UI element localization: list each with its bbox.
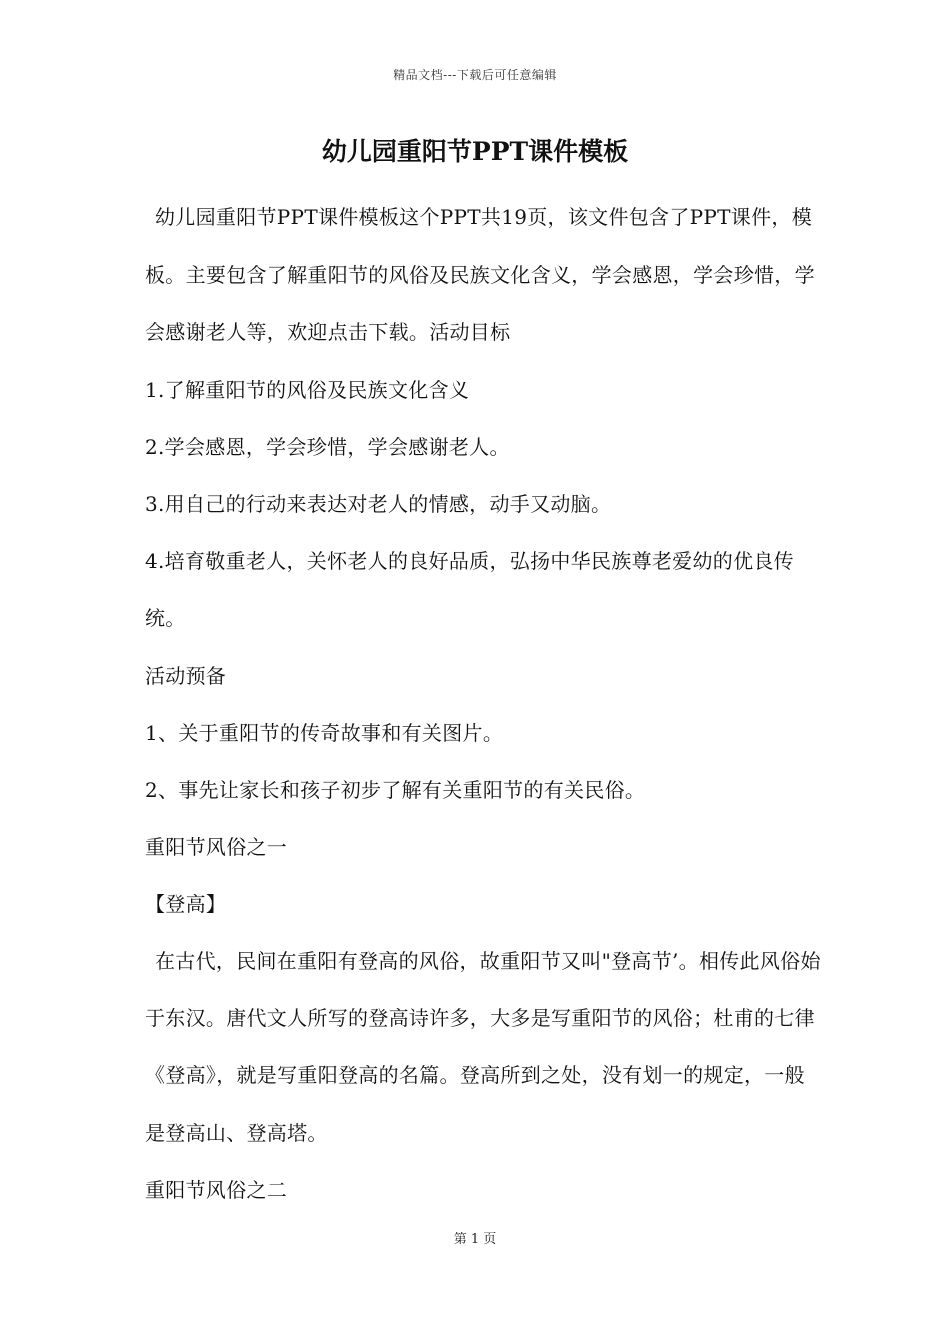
document-body bbox=[145, 204, 825, 1234]
custom-heading-1: 重阳节风俗之一 bbox=[145, 835, 288, 860]
goal-item-2: 2.学会感恩，学会珍惜，学会感谢老人。 bbox=[145, 434, 510, 459]
page-number: 第 1 页 bbox=[453, 1232, 497, 1247]
header-note: 精品文档---下载后可任意编辑 bbox=[393, 68, 557, 82]
preparation-item-1: 1、关于重阳节的传奇故事和有关图片。 bbox=[145, 720, 504, 745]
custom-subheading-denggao: 【登高】 bbox=[145, 892, 227, 917]
intro-paragraph: 幼儿园重阳节PPT课件模板这个PPT共19页，该文件包含了PPT课件，模板。主要包含了解重阳节的风俗及民族文化含义，学会感恩，学会珍惜，学会感谢老人等，欢迎点击下载。活动目标 bbox=[145, 205, 815, 344]
document-title: 幼儿园重阳节PPT课件模板 bbox=[321, 137, 629, 166]
goal-item-1: 1.了解重阳节的风俗及民族文化含义 bbox=[145, 377, 470, 402]
custom-heading-2: 重阳节风俗之二 bbox=[145, 1178, 288, 1203]
preparation-item-2: 2、事先让家长和孩子初步了解有关重阳节的有关民俗。 bbox=[145, 777, 646, 802]
goal-item-3: 3.用自己的行动来表达对老人的情感，动手又动脑。 bbox=[145, 491, 612, 516]
denggao-paragraph: 在古代，民间在重阳有登高的风俗，故重阳节又叫"登高节’。相传此风俗始于东汉。唐代文人所写的登高诗许多，大多是写重阳节的风俗；杜甫的七律《登高》，就是写重阳登高的名篇。登高所到之处，没有划一的规定，一般是登高山、登高塔。 bbox=[145, 948, 821, 1145]
goal-item-4: 4.培育敬重老人，关怀老人的良好品质，弘扬中华民族尊老爱幼的优良传统。 bbox=[145, 548, 794, 630]
preparation-heading: 活动预备 bbox=[145, 663, 227, 688]
